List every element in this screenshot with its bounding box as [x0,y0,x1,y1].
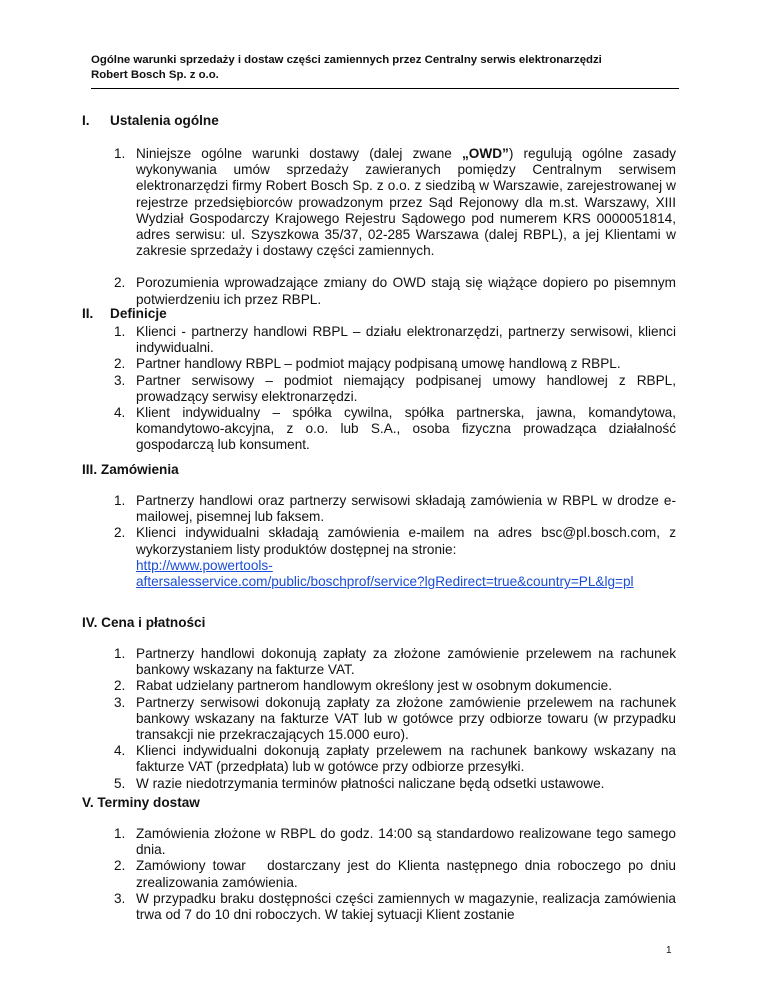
document-header [91,53,679,89]
owd-abbrev: „OWD” [462,146,509,161]
section-4-list [114,646,676,792]
header-line-2: Robert Bosch Sp. z o.o. [91,69,219,81]
section-1-title: Ustalenia ogólne [110,113,219,128]
list-item: 3. Partner serwisowy – podmiot niemający podpisanej umowy handlowej z RBPL, prowadzący serwisy elektronarzędzi. [114,372,676,404]
list-item: 1. Partnerzy handlowi oraz partnerzy serwisowi składają zamówienia w RBPL w drodze e-mailowej, pisemnej lub faksem. [114,493,676,525]
section-5-title: V. Terminy dostaw [82,795,200,810]
list-item: 1. Niniejsze ogólne warunki dostawy (dalej zwane „OWD”) regulują ogólne zasady wykonywania umów sprzedaży zawieranych pomiędzy Centralnym serwisem elektronarzędzi firmy Robert Bosch Sp. z o.o. z siedzibą w Warszawie, zarejestrowanej w rejestrze przedsiębiorców prowadzonym przez Sąd Rejonowy dla m.st. Warszawy, XIII Wydział Gospodarczy Krajowego Rejestru Sądowego pod numerem KRS 0000051814, adres serwisu: ul. Szyszkowa 35/37, 02-285 Warszawa (dalej RBPL), a jej Klientami w zakresie sprzedaży i dostawy części zamiennych. [114,146,676,259]
product-list-link-continued[interactable]: aftersalesservice.com/public/boschprof/service?lgRedirect=true&country=PL&lg=pl [136,574,634,590]
list-item: 2. Porozumienia wprowadzające zmiany do OWD stają się wiążące dopiero po pisemnym potwierdzeniu ich przez RBPL. [114,275,676,307]
product-list-link[interactable]: http://www.powertools- [136,557,273,573]
list-item: 1. Partnerzy handlowi dokonują zapłaty za złożone zamówienie przelewem na rachunek bankowy wskazany na fakturze VAT. [114,646,676,678]
list-item: 2. Zamówiony towar dostarczany jest do Klienta następnego dnia roboczego po dniu zrealizowania zamówienia. [114,858,680,890]
section-1-heading [82,113,219,128]
section-3-heading [82,462,179,477]
list-item: 3. Partnerzy serwisowi dokonują zapłaty za złożone zamówienie przelewem na rachunek bankowy wskazany na fakturze VAT lub w gotówce przy odbiorze towaru (w przypadku transakcji nie przekraczających 15.000 euro). [114,694,676,743]
section-1-number: I. [82,113,90,128]
section-2-list [114,324,676,454]
list-item: 2. Partner handlowy RBPL – podmiot mający podpisaną umowę handlową z RBPL. [114,356,621,372]
section-5-list [114,826,680,923]
list-item: 5. W razie niedotrzymania terminów płatności naliczane będą odsetki ustawowe. [114,775,605,791]
section-2-heading [82,306,167,321]
list-item: 2. Klienci indywidualni składają zamówienia e-mailem na adres bsc@pl.bosch.com, z wykorzystaniem listy produktów dostępnej na stronie: http://www.powertools- aftersalesservice.com/public/boschprof/service?lgRedirect=true&country=PL&lg=pl [114,525,676,590]
list-item: 3. W przypadku braku dostępności części zamiennych w magazynie, realizacja zamówienia trwa od 7 do 10 dni roboczych. W takiej sytuacji Klient zostanie [114,890,676,923]
section-4-heading [82,615,205,630]
list-item: 1. Klienci - partnerzy handlowi RBPL – działu elektronarzędzi, partnerzy serwisowi, klienci indywidualni. [114,324,676,356]
list-item: 1. Zamówienia złożone w RBPL do godz. 14:00 są standardowo realizowane tego samego dnia. [114,826,676,858]
section-1-list [114,146,676,308]
list-item: 2. Rabat udzielany partnerom handlowym określony jest w osobnym dokumencie. [114,678,613,694]
list-item: 4. Klienci indywidualni dokonują zapłaty przelewem na rachunek bankowy wskazany na fakturze VAT (przedpłata) lub w gotówce przy odbiorze przesyłki. [114,743,676,775]
section-4-title: IV. Cena i płatności [82,615,206,630]
header-line-1: Ogólne warunki sprzedaży i dostaw części zamiennych przez Centralny serwis elektronarzędzi [91,54,602,66]
list-item: 4. Klient indywidualny – spółka cywilna, spółka partnerska, jawna, komandytowa, komandytowo-akcyjna, z o.o. lub S.A., osoba fizyczna prowadząca działalność gospodarczą lub konsument. [114,405,676,453]
page-number: 1 [666,945,672,956]
section-3-list [114,493,676,590]
section-2-number: II. [82,306,94,321]
section-5-heading [82,795,200,810]
section-2-title: Definicje [110,306,167,321]
section-3-title: III. Zamówienia [82,462,179,477]
